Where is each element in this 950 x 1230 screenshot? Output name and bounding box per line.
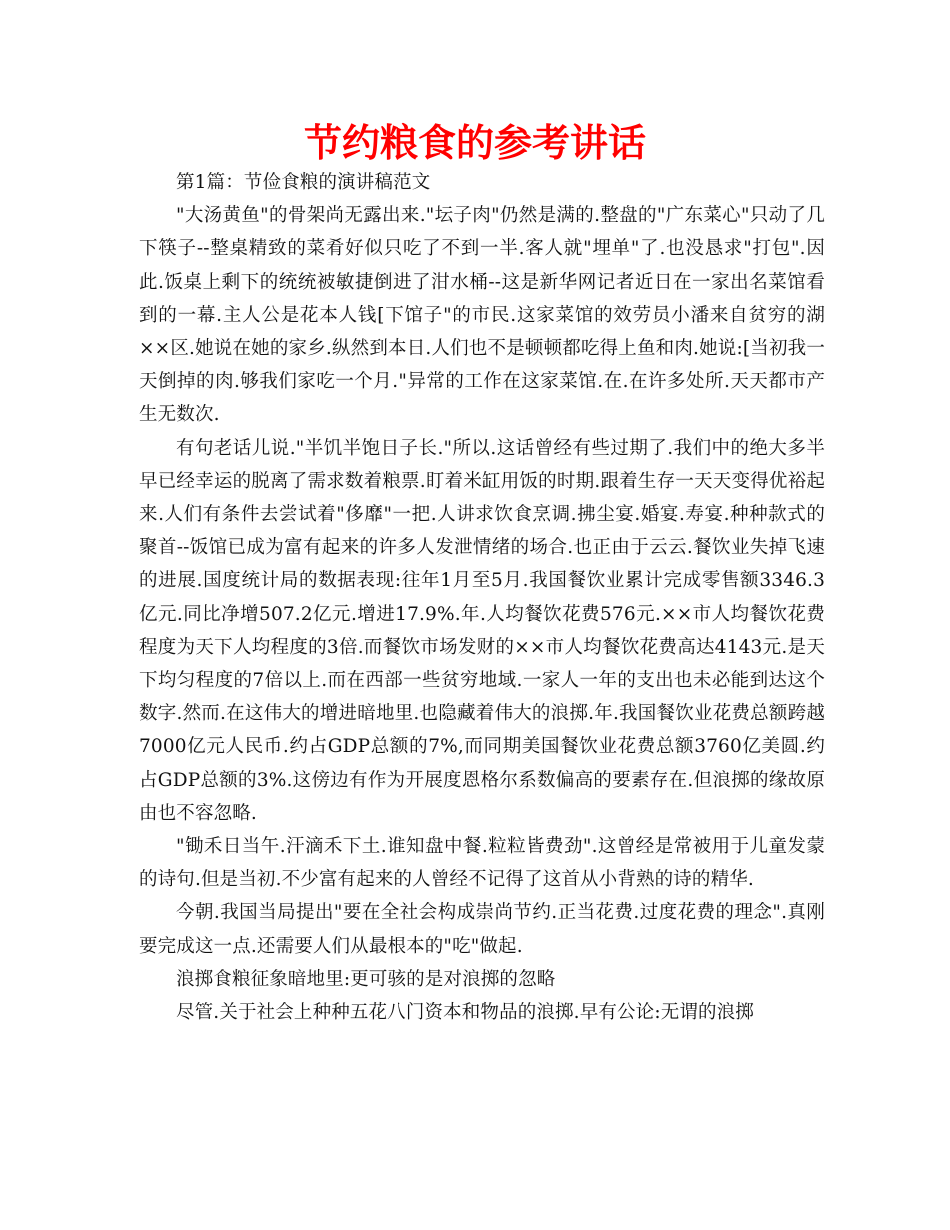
paragraph: 有句老话儿说."半饥半饱日子长."所以.这话曾经有些过期了.我们中的绝大多半早已经幸运的脱离了需求数着粮票.盯着米缸用饭的时期.跟着生存一天天变得优裕起来.人们有条件去尝试着"侈靡"一把.人讲求饮食烹调.拂尘宴.婚宴.寿宴.种种款式的聚首--饭馆已成为富有起来的许多人发泄情绪的场合.也正由于云云.餐饮业失掉飞速的进展.国度统计局的数据表现:往年1月至5月.我国餐饮业累计完成零售额3346.3亿元.同比净增507.2亿元.增进17.9%.年.人均餐饮花费576元.××市人均餐饮花费程度为天下人均程度的3倍.而餐饮市场发财的××市人均餐饮花费高达4143元.是天下均匀程度的7倍以上.而在西部一些贫穷地域.一家人一年的支出也未必能到达这个数字.然而.在这伟大的增进暗地里.也隐藏着伟大的浪掷.年.我国餐饮业花费总额跨越7000亿元人民币.约占GDP总额的7%,而同期美国餐饮业花费总额3760亿美圆.约占GDP总额的3%.这傍边有作为开展度恩格尔系数偏高的要素存在.但浪掷的缘故原由也不容忽略.: [139, 437, 825, 824]
paragraph: "锄禾日当午.汗滴禾下土.谁知盘中餐.粒粒皆费劲".这曾经是常被用于儿童发蒙的诗句.但是当初.不少富有起来的人曾经不记得了这首从小背熟的诗的精华.: [139, 836, 825, 891]
section-subtitle: 第1篇：节俭食粮的演讲稿范文: [176, 172, 431, 193]
paragraph: "大汤黄鱼"的骨架尚无露出来."坛子肉"仍然是满的.整盘的"广东菜心"只动了几下筷子--整桌精致的菜肴好似只吃了不到一半.客人就"埋单"了.也没恳求"打包".因此.饭桌上剩下的统统被敏捷倒进了泔水桶--这是新华网记者近日在一家出名菜馆看到的一幕.主人公是花本人钱[下馆子"的市民.这家菜馆的效劳员小潘来自贫穷的湖××区.她说在她的家乡.纵然到本日.人们也不是顿顿都吃得上鱼和肉.她说:[当初我一天倒掉的肉.够我们家吃一个月."异常的工作在这家菜馆.在.在许多处所.天天都市产生无数次.: [139, 205, 825, 426]
paragraph: 尽管.关于社会上种种五花八门资本和物品的浪掷.早有公论:无谓的浪掷: [176, 1002, 754, 1024]
document-title: 节约粮食的参考讲话: [303, 121, 646, 165]
paragraph: 今朝.我国当局提出"要在全社会构成崇尚节约.正当花费.过度花费的理念".真刚要完成这一点.还需要人们从最根本的"吃"做起.: [139, 902, 825, 957]
section-heading: 浪掷食粮征象暗地里:更可骇的是对浪掷的忽略: [176, 968, 556, 990]
document-body: [139, 166, 825, 1029]
